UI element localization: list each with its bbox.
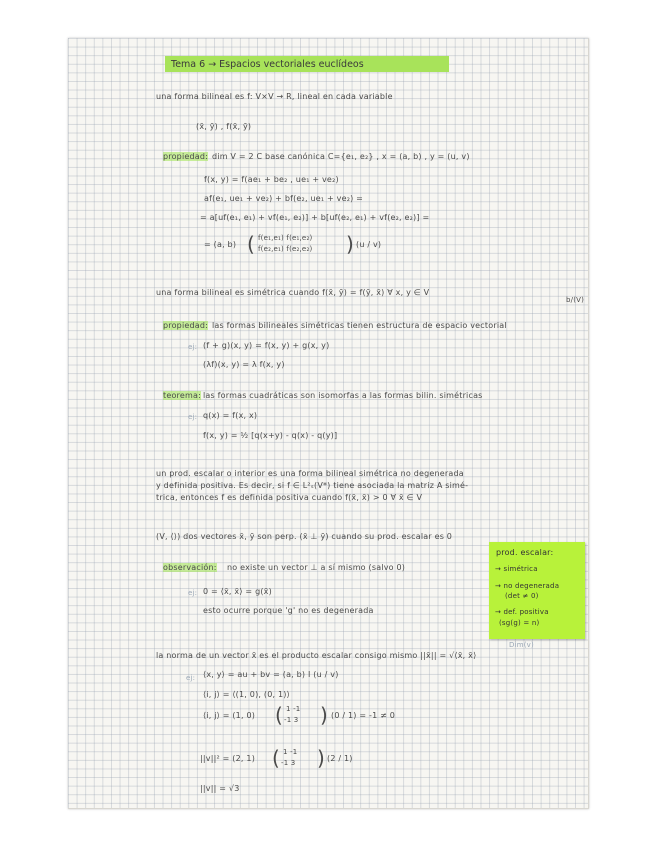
note-line: no existe un vector ⊥ a sí mismo (salvo 0) (227, 563, 406, 572)
note-line: ⟨x, y⟩ = au + bv = (a, b) I (u / v) (203, 670, 339, 679)
sticky-item: → simétrica (495, 565, 538, 573)
note-line: af(e₁, ue₁ + ve₂) + bf(e₂, ue₁ + ve₂) = (204, 194, 364, 203)
sticky-item: (sg(g) = n) (499, 619, 540, 627)
note-line: un prod. escalar o interior es una forma bilineal simétrica no degenerada (156, 469, 464, 478)
example-label: ej: (188, 413, 198, 421)
note-line: q(x) = f(x, x) (203, 411, 258, 420)
matrix-bracket: ) (320, 703, 329, 727)
note-line: = (a, b) (204, 240, 237, 249)
note-line: la norma de un vector x̄ es el producto escalar consigo mismo ||x̄|| = √⟨x̄, x̄⟩ (156, 651, 477, 660)
note-line: (2 / 1) (327, 754, 353, 763)
example-label: ej: (186, 674, 196, 682)
matrix-bracket: ( (272, 746, 281, 770)
matrix-row: -1 3 (284, 716, 299, 724)
title-highlight (165, 56, 449, 72)
sticky-note (489, 542, 585, 639)
note-line: esto ocurre porque 'g' no es degenerada (203, 606, 374, 615)
matrix-row: 1 -1 (283, 748, 298, 756)
note-line: las formas bilineales simétricas tienen estructura de espacio vectorial (212, 321, 507, 330)
sticky-item: → no degenerada (495, 582, 560, 590)
sticky-item: → def. positiva (495, 608, 549, 616)
note-line: una forma bilineal es f: V×V → R, lineal en cada variable (156, 92, 393, 101)
matrix-bracket: ) (346, 232, 355, 256)
example-label: ej: (188, 589, 198, 597)
note-line: ||v|| = √3 (200, 784, 240, 793)
note-line: (x̄, ȳ) , f(x̄, ȳ) (196, 122, 252, 131)
note-line: ⟨i, j⟩ = (1, 0) (203, 711, 256, 720)
note-line: (f + g)(x, y) = f(x, y) + g(x, y) (203, 341, 330, 350)
observation-label: observación: (163, 563, 217, 572)
note-line: ⟨i, j⟩ = ⟨(1, 0), (0, 1)⟩ (203, 690, 290, 699)
matrix-row: 1 -1 (286, 705, 301, 713)
note-line: una forma bilineal es simétrica cuando f(x̄, ȳ) = f(ȳ, x̄) ∀ x, y ∈ V (156, 288, 430, 297)
note-line: (u / v) (356, 240, 382, 249)
note-line: ||v||² = (2, 1) (200, 754, 256, 763)
note-line: f(x, y) = f(ae₁ + be₂ , ue₁ + ve₂) (204, 175, 339, 184)
example-label: ej: (188, 343, 198, 351)
margin-note: b/(V) (566, 296, 585, 304)
page-title: Tema 6 → Espacios vectoriales euclídeos (171, 59, 364, 70)
note-below-sticky: Dim(v) (509, 641, 534, 649)
matrix-bracket: ( (247, 232, 256, 256)
note-line: f(x, y) = ½ [q(x+y) - q(x) - q(y)] (203, 431, 338, 440)
property-label: propiedad: (163, 321, 209, 330)
theorem-label: teorema: (163, 391, 201, 400)
sticky-heading: prod. escalar: (496, 548, 554, 557)
note-line: 0 = ⟨x̄, x̄⟩ = g(x̄) (203, 587, 272, 596)
matrix-bracket: ( (275, 703, 284, 727)
property-label: propiedad: (163, 152, 209, 161)
note-line: = a[uf(e₁, e₁) + vf(e₁, e₂)] + b[uf(e₂, e₁) + vf(e₂, e₂)] = (200, 213, 430, 222)
matrix-row: f(e₁,e₁) f(e₁,e₂) (258, 234, 313, 242)
note-line: (λf)(x, y) = λ f(x, y) (203, 360, 285, 369)
note-line: trica, entonces f es definida positiva cuando f(x̄, x̄) > 0 ∀ x̄ ∈ V (156, 493, 423, 502)
note-line: (V, ⟨⟩) dos vectores x̄, ȳ son perp. (x̄ ⊥ ȳ) cuando su prod. escalar es 0 (156, 532, 453, 541)
note-line: y definida positiva. Es decir, si f ∈ L²ₛ(V*) tiene asociada la matriz A simé- (156, 481, 469, 490)
matrix-bracket: ) (317, 746, 326, 770)
matrix-row: f(e₂,e₁) f(e₂,e₂) (258, 245, 313, 253)
sticky-item: (det ≠ 0) (505, 592, 539, 600)
note-line: las formas cuadráticas son isomorfas a las formas bilin. simétricas (203, 391, 483, 400)
matrix-row: -1 3 (281, 759, 296, 767)
note-line: dim V = 2 C base canónica C={e₁, e₂} , x = (a, b) , y = (u, v) (212, 152, 470, 161)
note-line: (0 / 1) = -1 ≠ 0 (331, 711, 396, 720)
